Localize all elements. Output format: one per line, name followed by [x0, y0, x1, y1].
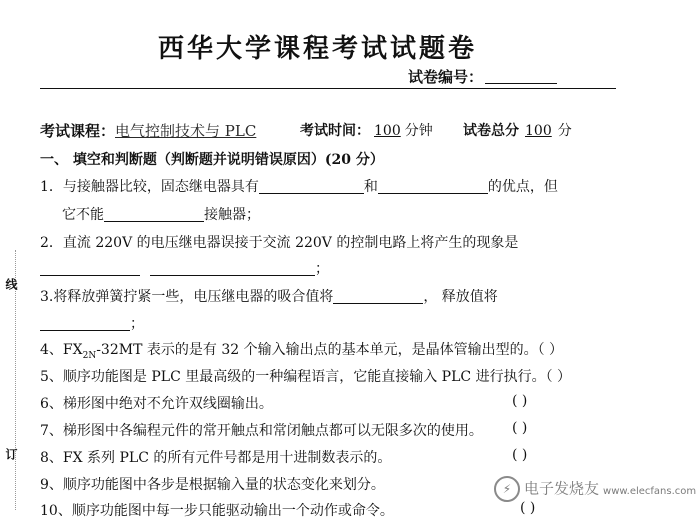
q1-text-d: 它不能: [62, 207, 104, 223]
q1-blank-1: [259, 178, 364, 194]
q2-blank-1: [40, 260, 140, 276]
question-4: [40, 339, 563, 361]
q10-paren: ( ): [520, 500, 536, 516]
q2-end: ；: [315, 261, 329, 277]
q1-text-e: 接触器；: [204, 207, 260, 223]
watermark: [494, 476, 696, 502]
q3-text-b: ， 释放值将: [423, 289, 498, 305]
question-2-line1: 2．直流 220V 的电压继电器误接于交流 220V 的控制电路上将产生的现象是: [40, 235, 519, 251]
watermark-logo-icon: ⚡: [494, 476, 520, 502]
paper-number-blank: [485, 67, 557, 84]
q4-post: -32MT 表示的是有 32 个输入输出点的基本单元，是晶体管输出型的。（ ）: [96, 342, 564, 358]
score-row: [463, 120, 572, 140]
q3-text-a: 3.将释放弹簧拧紧一些，电压继电器的吸合值将: [40, 289, 334, 305]
title-rule: [40, 88, 616, 89]
q4-sub: 2N: [82, 350, 97, 361]
question-7: 7、梯形图中各编程元件的常开触点和常闭触点都可以无限多次的使用。: [40, 423, 483, 439]
question-8: 8、FX 系列 PLC 的所有元件号都是用十进制数表示的。: [40, 450, 392, 466]
q8-paren: ( ): [512, 447, 528, 463]
q1-blank-3: [104, 206, 204, 222]
course-value: 电气控制技术与 PLC: [115, 122, 257, 140]
question-3-line2: [40, 313, 144, 333]
q2-blank-2: [150, 260, 315, 276]
time-value: 100: [374, 123, 401, 139]
q4-pre: 4、FX: [40, 342, 83, 358]
q1-text-b: 和: [363, 179, 378, 195]
exam-title: 西华大学课程考试试题卷: [157, 34, 477, 64]
section-heading: 一、 填空和判断题（判断题并说明错误原因）(20 分）: [40, 152, 384, 168]
question-10: 10、顺序功能图中每一步只能驱动输出一个动作或命令。: [40, 503, 394, 519]
question-2-line2: [40, 258, 329, 278]
q7-paren: ( ): [512, 420, 528, 436]
score-unit: 分: [557, 123, 572, 139]
q1-text-a: 1．与接触器比较，固态继电器具有: [40, 179, 259, 195]
paper-number-label: 试卷编号：: [408, 68, 484, 86]
time-row: [300, 120, 433, 140]
question-6: 6、梯形图中绝对不允许双线圈输出。: [40, 396, 273, 412]
q1-blank-2: [378, 178, 488, 194]
watermark-text: 电子发烧友: [524, 479, 600, 498]
question-5: 5、顺序功能图是 PLC 里最高级的一种编程语言，它能直接输入 PLC 进行执行。（ ）: [40, 369, 572, 385]
q3-end: ；: [130, 316, 144, 332]
q1-text-c: 的优点，但: [487, 179, 558, 195]
watermark-url: www.elecfans.com: [603, 485, 696, 497]
question-9: 9、顺序功能图中各步是根据输入量的状态变化来划分。: [40, 477, 385, 493]
time-label: 考试时间：: [300, 123, 370, 139]
binding-mark-line: 线: [4, 278, 18, 290]
time-unit: 分钟: [404, 123, 433, 139]
paper-number: [408, 66, 557, 87]
question-1-line2: [62, 204, 260, 224]
q3-blank-2: [40, 315, 130, 331]
score-label: 试卷总分: [463, 123, 519, 139]
course-label: 考试课程：: [40, 122, 116, 140]
score-value: 100: [525, 123, 552, 139]
course-row: [40, 120, 256, 141]
question-3-line1: [40, 286, 498, 306]
q6-paren: ( ): [512, 393, 528, 409]
binding-mark-staple: 订: [4, 448, 18, 460]
q3-blank-1: [333, 288, 423, 304]
question-1-line1: [40, 176, 558, 196]
